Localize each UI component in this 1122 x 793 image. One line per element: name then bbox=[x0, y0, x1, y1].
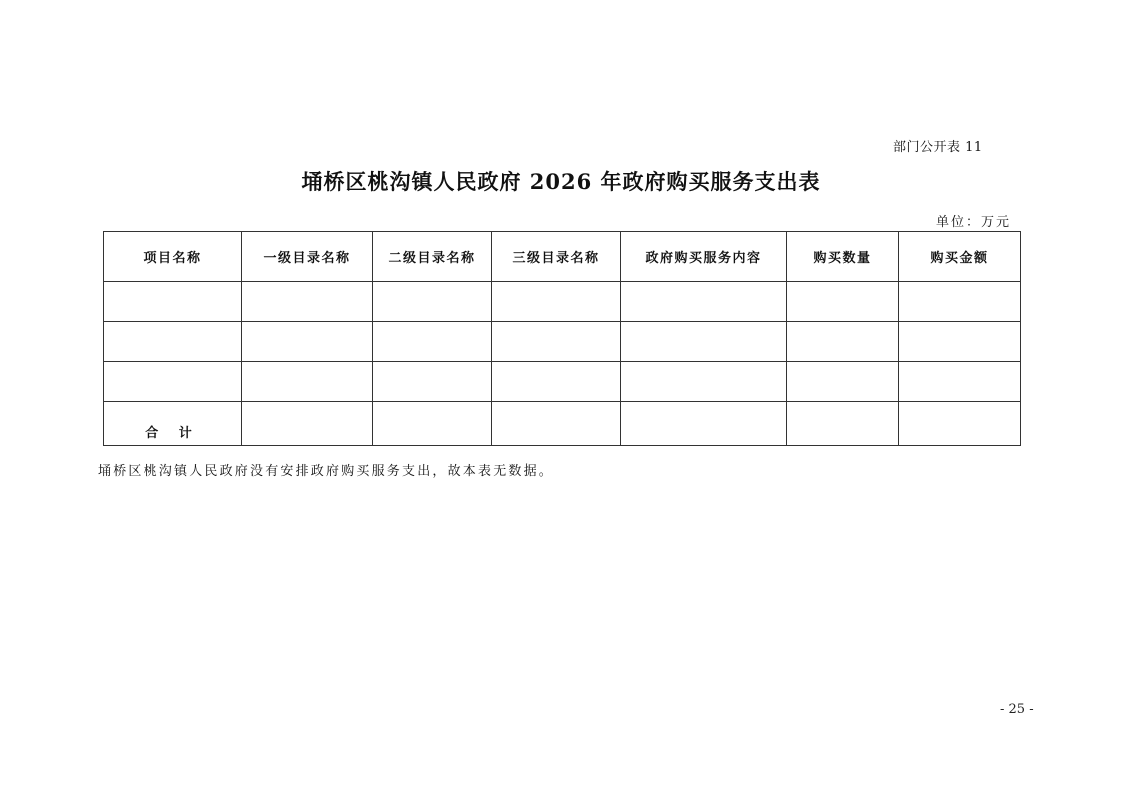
purchase-services-table bbox=[103, 231, 1021, 446]
table-cell bbox=[242, 322, 373, 362]
table-header-row bbox=[104, 232, 1021, 282]
table-cell bbox=[492, 322, 621, 362]
table-cell bbox=[373, 362, 492, 402]
column-header-amount: 购买金额 bbox=[899, 232, 1021, 282]
table-cell bbox=[492, 282, 621, 322]
table-row bbox=[104, 322, 1021, 362]
table-cell bbox=[104, 282, 242, 322]
table-cell bbox=[787, 282, 899, 322]
table-cell bbox=[899, 362, 1021, 402]
table-cell bbox=[787, 362, 899, 402]
table-cell bbox=[492, 362, 621, 402]
table-cell bbox=[242, 282, 373, 322]
page-number: - 25 - bbox=[1000, 702, 1034, 717]
table-cell bbox=[899, 282, 1021, 322]
table-cell bbox=[621, 322, 787, 362]
table-cell bbox=[242, 362, 373, 402]
table-cell bbox=[104, 362, 242, 402]
table-cell bbox=[621, 362, 787, 402]
column-header-level2-catalog: 二级目录名称 bbox=[373, 232, 492, 282]
table-cell bbox=[373, 282, 492, 322]
table-cell bbox=[621, 282, 787, 322]
column-header-level1-catalog: 一级目录名称 bbox=[242, 232, 373, 282]
column-header-quantity: 购买数量 bbox=[787, 232, 899, 282]
table-cell bbox=[787, 322, 899, 362]
total-label: 合 计 bbox=[104, 402, 242, 446]
table-cell bbox=[621, 402, 787, 446]
table-cell bbox=[373, 322, 492, 362]
table-cell bbox=[492, 402, 621, 446]
unit-label: 单位：万元 bbox=[936, 215, 1012, 230]
column-header-project-name: 项目名称 bbox=[104, 232, 242, 282]
total-row bbox=[104, 402, 1021, 446]
column-header-service-content: 政府购买服务内容 bbox=[621, 232, 787, 282]
table-cell bbox=[104, 322, 242, 362]
table-cell bbox=[373, 402, 492, 446]
column-header-level3-catalog: 三级目录名称 bbox=[492, 232, 621, 282]
form-number: 部门公开表 11 bbox=[893, 140, 983, 155]
table-cell bbox=[899, 322, 1021, 362]
table-row bbox=[104, 362, 1021, 402]
table-cell bbox=[242, 402, 373, 446]
table-row bbox=[104, 282, 1021, 322]
table-cell bbox=[787, 402, 899, 446]
document-title: 埇桥区桃沟镇人民政府 2026 年政府购买服务支出表 bbox=[301, 169, 821, 194]
table-cell bbox=[899, 402, 1021, 446]
no-data-note: 埇桥区桃沟镇人民政府没有安排政府购买服务支出，故本表无数据。 bbox=[98, 464, 555, 479]
